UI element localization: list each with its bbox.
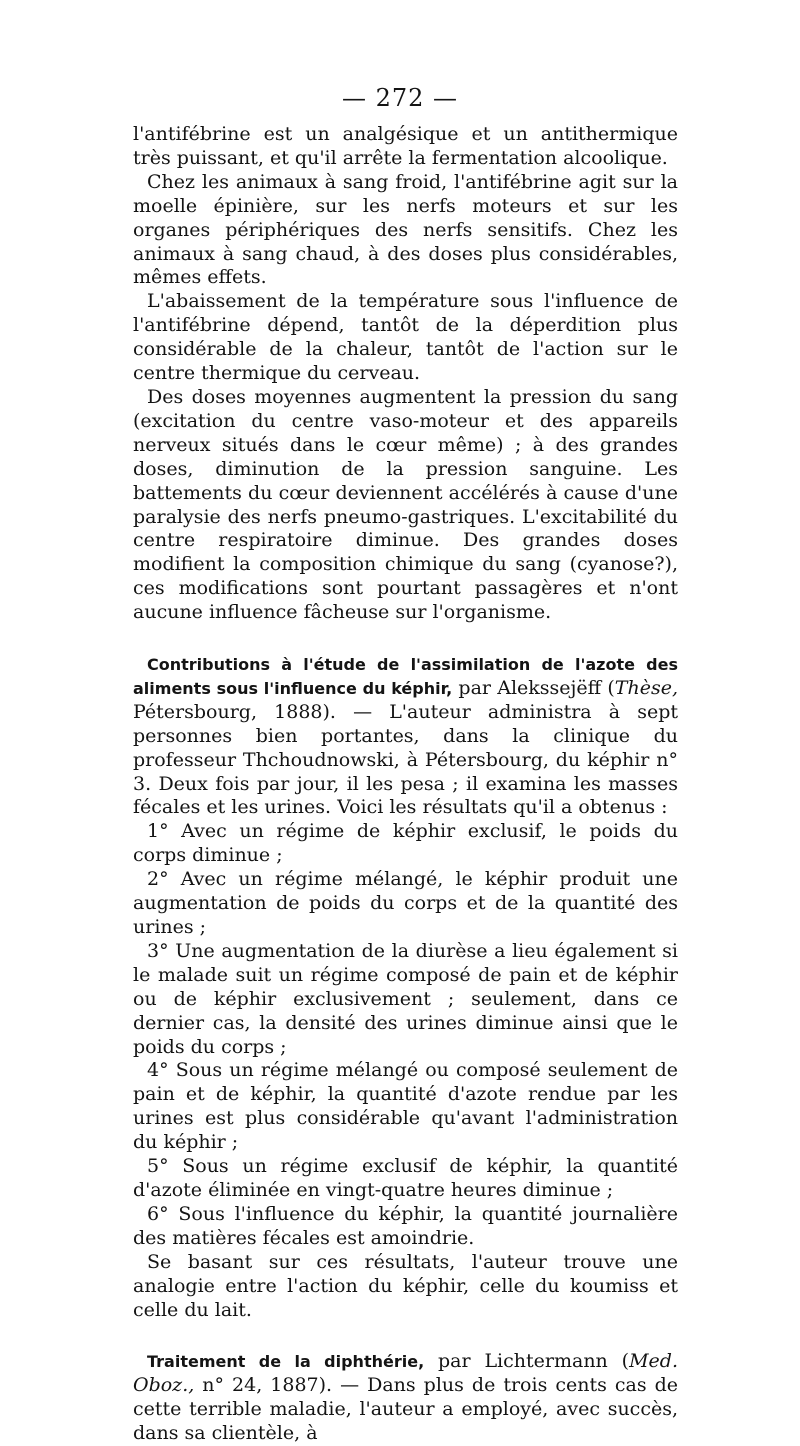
article-kephir: [133, 653, 678, 820]
paragraph: L'abaissement de la température sous l'influence de l'antifébrine dépend, tantôt de la déperdition plus considérable de la chaleur, tantôt de l'action sur le centre thermique du cerveau.: [133, 290, 678, 385]
article-author: par Lichtermann (: [424, 1350, 630, 1373]
result-item: 2° Avec un régime mélangé, le képhir produit une augmentation de poids du corps et de la quantité des urines ;: [133, 868, 678, 938]
article-body: n° 24, 1887). — Dans plus de trois cents cas de cette terrible maladie, l'auteur a employé, avec succès, dans sa clientèle, à: [133, 1374, 678, 1445]
result-item: 1° Avec un régime de képhir exclusif, le poids du corps diminue ;: [133, 820, 678, 867]
section-gap: [133, 625, 678, 653]
article-body: Pétersbourg, 1888). — L'auteur administra à sept personnes bien portantes, dans la clinique du professeur Thchoudnowski, à Pétersbourg, du képhir n° 3. Deux fois par jour, il les pesa ; il examina les masses fécales et les urines. Voici les résultats qu'il a obtenus :: [133, 700, 678, 819]
section-gap: [133, 1322, 678, 1350]
article-author: par Alekssejëff (: [452, 676, 615, 699]
conclusion: Se basant sur ces résultats, l'auteur trouve une analogie entre l'action du képhir, celle du koumiss et celle du lait.: [133, 1250, 678, 1321]
result-item: 6° Sous l'influence du képhir, la quantité journalière des matières fécales est amoindrie.: [133, 1202, 678, 1249]
text-column: [133, 123, 678, 1446]
article-heading: Traitement de la diphthérie,: [147, 1352, 425, 1372]
article-diphtheria: [133, 1350, 678, 1446]
result-item: 3° Une augmentation de la diurèse a lieu également si le malade suit un régime composé de pain et de képhir ou de képhir exclusivement ; seulement, dans ce dernier cas, la densité des urines diminue ainsi que le poids du corps ;: [133, 939, 678, 1058]
page-number: — 272 —: [341, 84, 459, 112]
article-source: Med. Oboz.,: [133, 1350, 678, 1397]
paragraph: l'antifébrine est un analgésique et un antithermique très puissant, et qu'il arrête la fermentation alcoolique.: [133, 123, 678, 169]
result-item: 4° Sous un régime mélangé ou composé seulement de pain et de képhir, la quantité d'azote rendue par les urines est plus considérable qu'avant l'administration du képhir ;: [133, 1059, 678, 1154]
article-heading: Contributions à l'étude de l'assimilation de l'azote des aliments sous l'influence du képhir,: [133, 655, 678, 698]
article-source: Thèse,: [614, 676, 678, 699]
paragraph: Chez les animaux à sang froid, l'antifébrine agit sur la moelle épinière, sur les nerfs moteurs et sur les organes périphériques des nerfs sensitifs. Chez les animaux à sang chaud, à des doses plus considérables, mêmes effets.: [133, 170, 678, 289]
paragraph: Des doses moyennes augmentent la pression du sang (excitation du centre vaso-moteur et des appareils nerveux situés dans le cœur même) ; à des grandes doses, diminution de la pression sanguine. Les battements du cœur deviennent accélérés à cause d'une paralysie des nerfs pneumo-gastriques. L'excitabilité du centre respiratoire diminue. Des grandes doses modifient la composition chimique du sang (cyanose?), ces modifications sont pourtant passagères et n'ont aucune influence fâcheuse sur l'organisme.: [133, 385, 678, 624]
result-item: 5° Sous un régime exclusif de képhir, la quantité d'azote éliminée en vingt-quatre heures diminue ;: [133, 1155, 678, 1201]
